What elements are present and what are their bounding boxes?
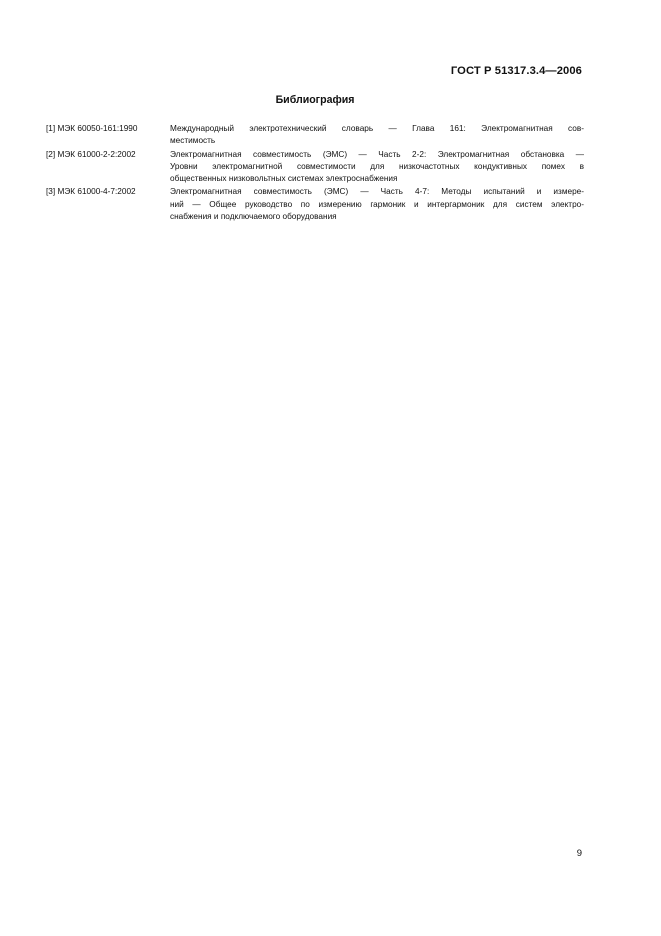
reference-line: Международный электротехнический словарь — Глава 161: Электромагнитная сов- bbox=[170, 124, 584, 133]
reference-text bbox=[170, 123, 584, 148]
bibliography-list bbox=[46, 123, 584, 224]
reference-label: [1] МЭК 60050-161:1990 bbox=[46, 124, 138, 133]
reference-text bbox=[170, 149, 584, 186]
bibliography-entry bbox=[46, 186, 584, 223]
reference-line: общественных низковольтных системах электроснабжения bbox=[170, 174, 398, 184]
bibliography-entry bbox=[46, 149, 584, 186]
bibliography-title: Библиография bbox=[275, 94, 355, 106]
bibliography-entry bbox=[46, 123, 584, 148]
reference-line: Электромагнитная совместимость (ЭМС) — Часть 4-7: Методы испытаний и измере- bbox=[170, 187, 584, 197]
reference-line: Уровни электромагнитной совместимости для низкочастотных кондуктивных помех в bbox=[170, 161, 584, 171]
reference-label: [2] МЭК 61000-2-2:2002 bbox=[46, 149, 136, 159]
reference-text bbox=[170, 186, 584, 223]
reference-line: снабжения и подключаемого оборудования bbox=[170, 212, 337, 222]
reference-line: местимость bbox=[170, 136, 216, 146]
reference-label: [3] МЭК 61000-4-7:2002 bbox=[46, 187, 136, 197]
reference-line: Электромагнитная совместимость (ЭМС) — Часть 2-2: Электромагнитная обстановка — bbox=[170, 149, 584, 159]
reference-line: ний — Общее руководство по измерению гармоник и интергармоник для систем электро- bbox=[170, 199, 584, 209]
document-code-header: ГОСТ Р 51317.3.4—2006 bbox=[450, 65, 582, 77]
page-number: 9 bbox=[576, 848, 582, 859]
